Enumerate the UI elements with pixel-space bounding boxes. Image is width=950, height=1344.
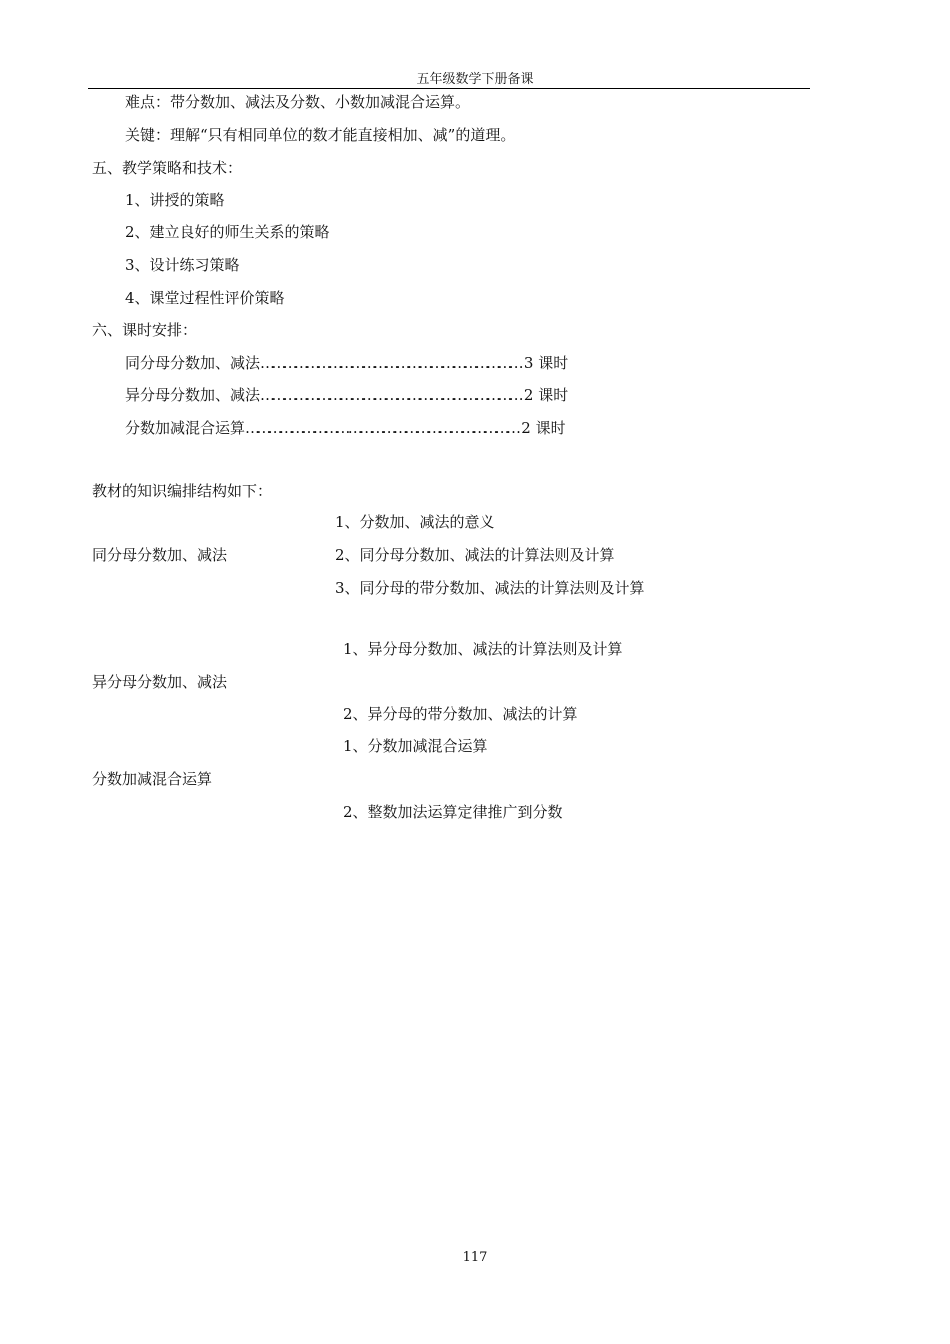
structure-item: 2、整数加法运算定律推广到分数 [343,803,563,821]
header-rule [88,88,810,89]
page-header-title: 五年级数学下册备课 [416,72,534,87]
structure-group-name: 异分母分数加、减法 [92,673,228,691]
schedule-label: 同分母分数加、减法 [125,354,261,372]
schedule-row [125,353,725,373]
structure-item: 2、异分母的带分数加、减法的计算 [343,705,578,723]
structure-item: 3、同分母的带分数加、减法的计算法则及计算 [335,579,645,597]
schedule-row [125,385,725,405]
schedule-leader-dots: …………………………………………………………… [260,354,520,372]
schedule-hours: 2 课时 [523,386,569,404]
strategy-item: 1、讲授的策略 [125,191,225,209]
strategy-item: 2、建立良好的师生关系的策略 [125,223,330,241]
schedule-hours: 2 课时 [521,419,566,437]
key-line: 关键：理解“只有相同单位的数才能直接相加、减”的道理。 [125,126,516,144]
strategy-item: 3、设计练习策略 [125,256,240,274]
page-number: 117 [462,1250,488,1265]
structure-title: 教材的知识编排结构如下： [92,482,273,500]
schedule-leader-dots: …………………………………………………………… [260,386,520,404]
section6-title: 六、课时安排： [92,321,198,339]
structure-item: 1、异分母分数加、减法的计算法则及计算 [343,640,623,658]
structure-item: 1、分数加减混合运算 [343,737,488,755]
difficulty-line: 难点：带分数加、减法及分数、小数加减混合运算。 [125,93,471,111]
schedule-leader-dots: ……………………… ……………………………………… [245,419,518,437]
section5-title: 五、教学策略和技术： [92,159,243,177]
structure-item: 1、分数加、减法的意义 [335,513,495,531]
schedule-label: 异分母分数加、减法 [125,386,261,404]
structure-item: 2、同分母分数加、减法的计算法则及计算 [335,546,615,564]
strategy-item: 4、课堂过程性评价策略 [125,289,285,307]
schedule-label: 分数加减混合运算 [125,419,246,437]
schedule-row [125,418,725,438]
schedule-hours: 3 课时 [523,354,569,372]
structure-group-name: 分数加减混合运算 [92,770,213,788]
structure-group-name: 同分母分数加、减法 [92,546,228,564]
